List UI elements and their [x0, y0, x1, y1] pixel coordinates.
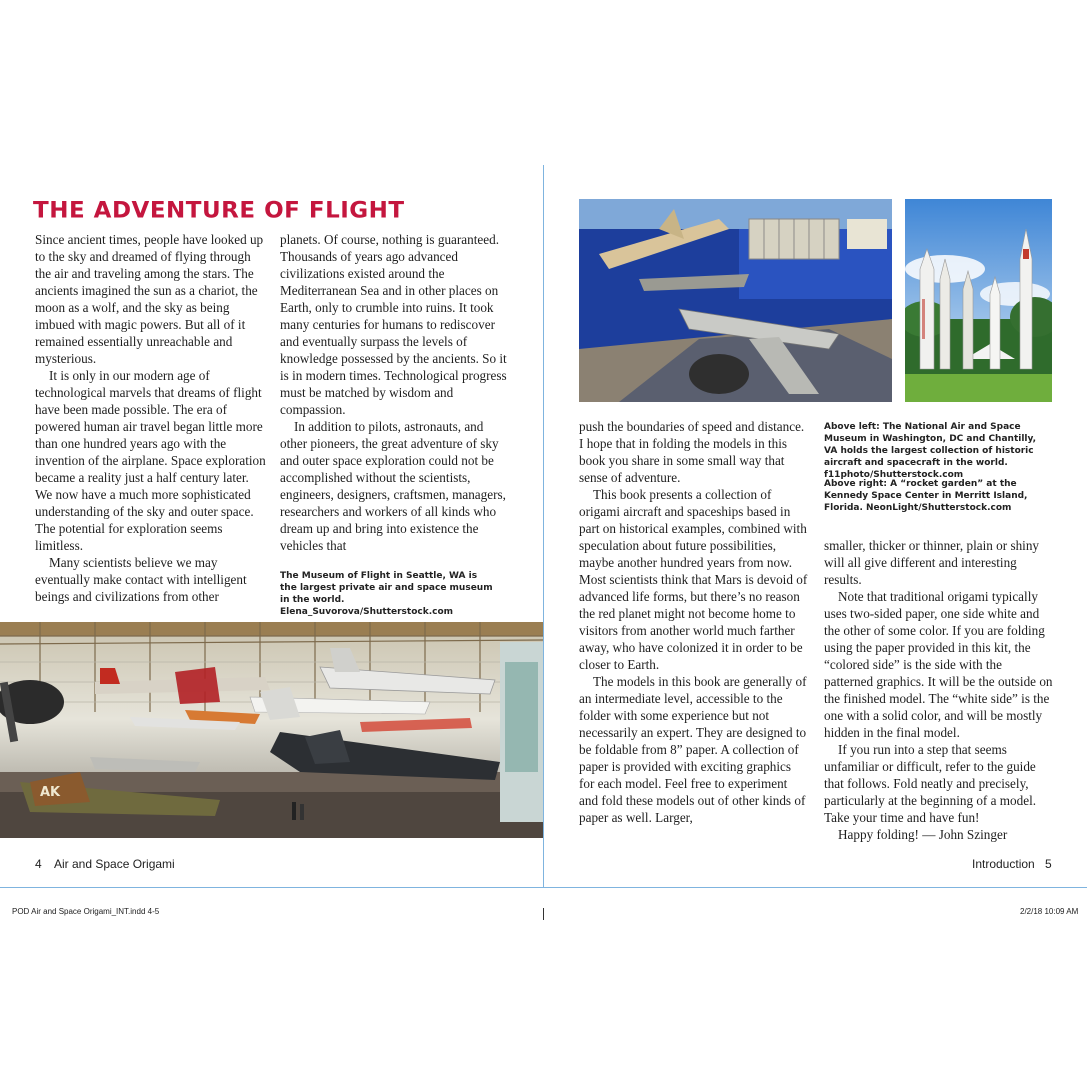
- museum-of-flight-photo: [0, 622, 543, 838]
- rocket-garden-caption: Above right: A “rocket garden” at the Kennedy Space Center in Merritt Island, Florida. NeonLight/Shutterstock.com: [824, 479, 1028, 513]
- paragraph: planets. Of course, nothing is guaranteed. Thousands of years ago advanced civilizations existed around the Mediterranean Sea and in other places on Earth, only to crumble into ruins. It took many centuries for humans to rediscover and eventually surpass the levels of knowledge possessed by the ancients. So it is in modern times. Technological progress must be matched by wisdom and compassion.: [280, 232, 507, 417]
- paragraph: In addition to pilots, astronauts, and other pioneers, the great adventure of sky and outer space exploration could not be accomplished without the scientists, engineers, designers, craftsmen, managers, researchers and workers of all kinds who dream up and bring into existence the vehicles that: [280, 419, 506, 553]
- page-title: THE ADVENTURE OF FLIGHT: [33, 198, 405, 224]
- left-page-number: 4: [35, 857, 42, 871]
- paragraph: Since ancient times, people have looked up to the sky and dreamed of flying through the air and traveling among the stars. The ancients imagined the sun as a chariot, the moon as a wolf, and the sky as being imbued with magic powers. But all of it remained essentially unreachable and mysterious.: [35, 232, 264, 366]
- paragraph: If you run into a step that seems unfamiliar or difficult, refer to the guide that follows. Fold neatly and precisely, particularly at the beginning of a model. Take your time and have fun!: [824, 742, 1037, 825]
- paragraph: Note that traditional origami typically uses two-sided paper, one side white and the other of some color. If you are folding using the paper provided in this kit, the “colored side” is the side with the patterned graphics. It will be the outside on the finished model. The “white side” is the one with a solid color, and will be mostly hidden in the final model.: [824, 589, 1053, 740]
- paragraph: smaller, thicker or thinner, plain or shiny will all give different and interesting results.: [824, 538, 1040, 587]
- paragraph: This book presents a collection of origami aircraft and spaceships based in part on historical examples, combined with speculation about future possibilities, maybe another hundred years from now. Most scientists think that Mars is devoid of advanced life forms, but there’s no reason the red planet might not become home to visitors from another world much farther away, who have colonized it in order to be closer to Earth.: [579, 487, 808, 672]
- paragraph: The models in this book are generally of an intermediate level, accessible to the folder with some experience but not necessarily an expert. They are designed to be foldable from 8” paper. A collection of paper is provided with exciting graphics for each model. Feel free to experiment and fold these models out of other kinds of paper as well. Larger,: [579, 674, 807, 825]
- left-column-2: [280, 231, 512, 554]
- air-space-museum-caption: Above left: The National Air and Space Museum in Washington, DC and Chantilly, VA holds the largest collection of historic aircraft and spacecraft in the world. f11photo/Shutterstock.com: [824, 422, 1037, 480]
- left-column-1: [35, 231, 268, 605]
- right-page-number: 5: [1045, 857, 1052, 871]
- svg-text:AK: AK: [40, 785, 61, 800]
- right-running-head: Introduction: [972, 857, 1035, 871]
- left-running-head: Air and Space Origami: [54, 857, 175, 871]
- spine-rule: [543, 165, 544, 888]
- paragraph: It is only in our modern age of technological marvels that dreams of flight have been made possible. The era of powered human air travel began little more than one hundred years ago with the invention of the airplane. Space exploration became a reality just a half century later. We now have a much more sophisticated understanding of the sky and outer space. The potential for exploration seems limitless.: [35, 368, 266, 553]
- paragraph: push the boundaries of speed and distance. I hope that in folding the models in this book you share in some small way that sense of adventure.: [579, 419, 805, 485]
- bottom-rule: [0, 887, 1087, 888]
- paragraph: Many scientists believe we may eventually make contact with intelligent beings and civilizations from other: [35, 555, 247, 604]
- slug-date: 2/2/18 10:09 AM: [1020, 907, 1079, 916]
- right-column-1: [579, 418, 809, 826]
- slug-tick: [543, 908, 544, 920]
- national-air-space-museum-photo: [579, 199, 892, 402]
- slug-filename: POD Air and Space Origami_INT.indd 4-5: [12, 907, 160, 916]
- paragraph: Happy folding! — John Szinger: [838, 827, 1008, 842]
- museum-of-flight-caption: The Museum of Flight in Seattle, WA is the largest private air and space museum in the world. Elena_Suvorova/Shutterstock.com: [280, 571, 493, 617]
- right-column-2: [824, 537, 1054, 843]
- rocket-garden-photo: [905, 199, 1052, 402]
